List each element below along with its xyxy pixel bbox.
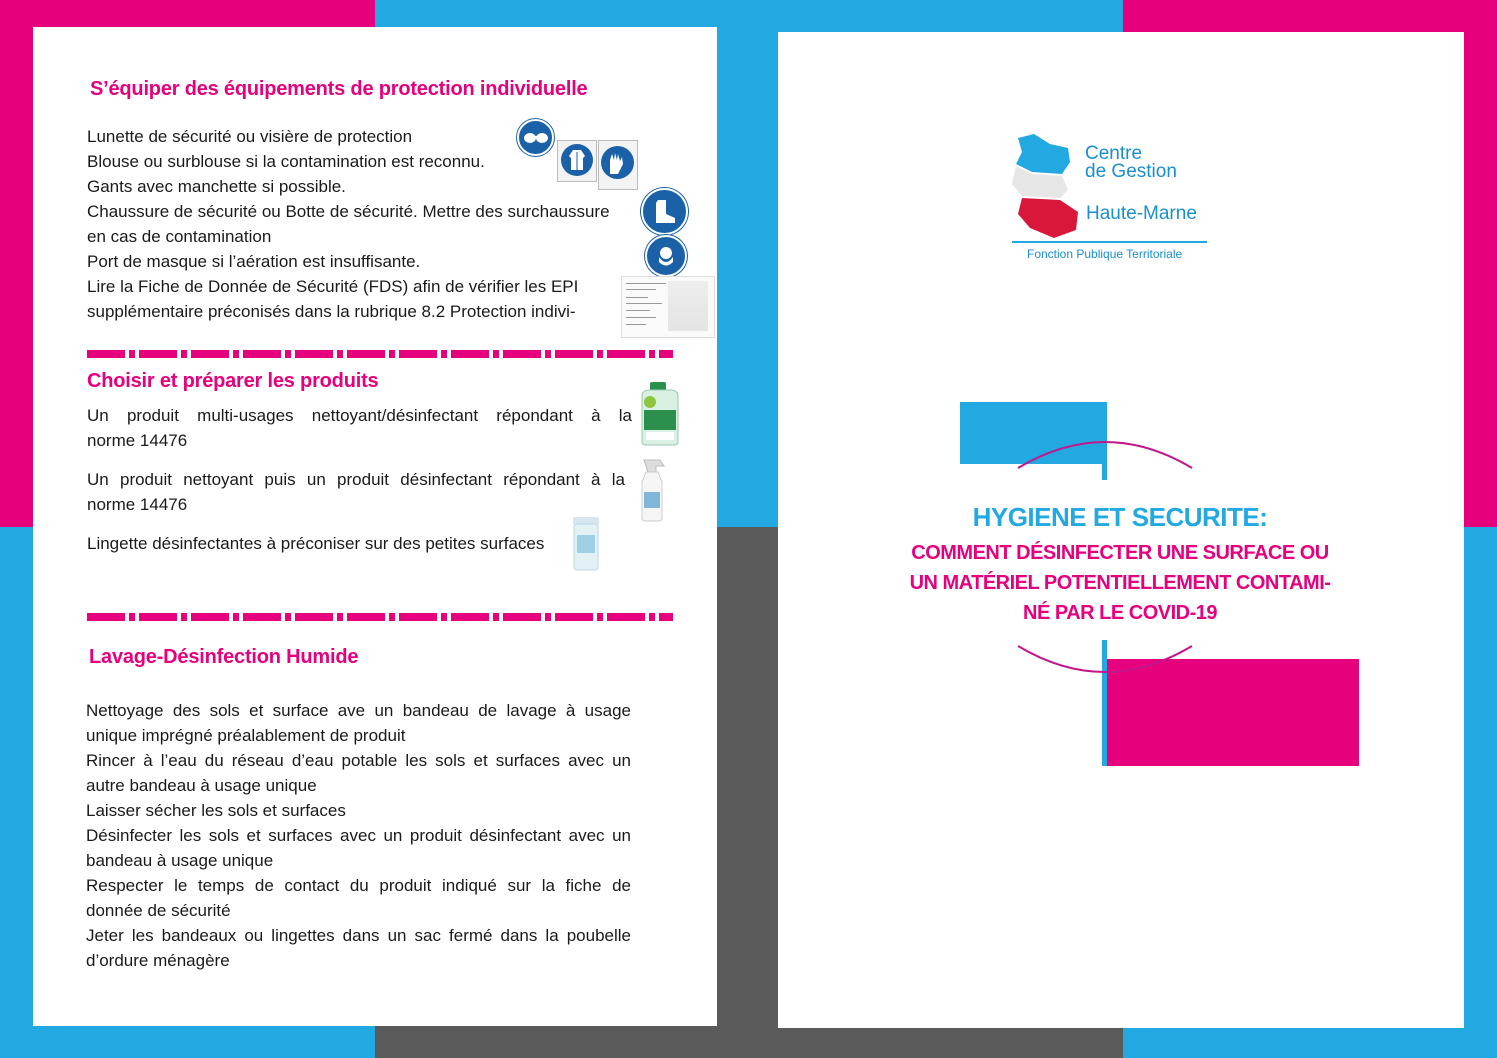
cleaning-line: Rincer à l’eau du réseau d’eau potable les sols et surfaces avec un xyxy=(86,751,631,770)
ppe-line: Port de masque si l’aération est insuffisante. xyxy=(87,252,421,271)
cleaning-line: Jeter les bandeaux ou lingettes dans un sac fermé dans la poubelle xyxy=(86,926,631,945)
subtitle-line: COMMENT DÉSINFECTER UNE SURFACE OU xyxy=(911,542,1329,564)
product-item-1-cont xyxy=(87,428,187,453)
product-item-2-cont xyxy=(87,492,187,517)
ppe-line: en cas de contamination xyxy=(87,227,272,246)
section-title-ppe: S’équiper des équipements de protection individuelle xyxy=(90,78,588,100)
section-title-wet-cleaning: Lavage-Désinfection Humide xyxy=(89,646,359,668)
safety-glasses-icon xyxy=(517,119,554,156)
subtitle-line: UN MATÉRIEL POTENTIELLEMENT CONTAMI- xyxy=(909,572,1331,594)
safety-boots-icon xyxy=(641,188,688,235)
logo-text-centre: Centre xyxy=(1085,143,1143,164)
ppe-line: Lunette de sécurité ou visière de protection xyxy=(87,127,413,146)
product-item-1 xyxy=(87,403,632,428)
product-line: Un produit multi-usages nettoyant/désinfectant répondant à la xyxy=(87,406,632,425)
section-title-products: Choisir et préparer les produits xyxy=(87,370,379,392)
ppe-line: supplémentaire préconisés dans la rubrique 8.2 Protection indivi- xyxy=(87,302,576,321)
logo-text-haute-marne: Haute-Marne xyxy=(1086,203,1197,224)
cleaning-line: Respecter le temps de contact du produit indiqué sur la fiche de xyxy=(86,876,631,895)
logo-tagline: Fonction Publique Territoriale xyxy=(1027,247,1183,261)
product-line: Lingette désinfectantes à préconiser sur des petites surfaces xyxy=(87,534,545,553)
ppe-line: Blouse ou surblouse si la contamination est reconnu. xyxy=(87,152,485,171)
cleaning-line: autre bandeau à usage unique xyxy=(86,776,317,795)
logo-text-de-gestion: de Gestion xyxy=(1085,161,1177,182)
ppe-list xyxy=(87,124,632,324)
logo-map-icon xyxy=(1010,134,1080,238)
section-divider xyxy=(87,350,673,358)
ppe-line: Chaussure de sécurité ou Botte de sécurité. Mettre des surchaussure xyxy=(87,202,610,221)
disinfectant-bottle-icon xyxy=(636,380,684,446)
wipes-tub-icon xyxy=(570,515,602,573)
safety-data-sheet-thumbnail xyxy=(621,276,715,338)
product-line: Un produit nettoyant puis un produit désinfectant répondant à la xyxy=(87,470,625,489)
subtitle-line: NÉ PAR LE COVID-19 xyxy=(1023,602,1217,624)
ppe-line: Lire la Fiche de Donnée de Sécurité (FDS) afin de vérifier les EPI xyxy=(87,277,579,296)
cleaning-line: unique imprégné préalablement de produit xyxy=(86,726,406,745)
mask-icon xyxy=(645,235,687,277)
lab-coat-icon xyxy=(557,140,597,182)
page-subtitle xyxy=(860,538,1380,628)
cleaning-line: d’ordure ménagère xyxy=(86,951,230,970)
product-line: norme 14476 xyxy=(87,431,188,450)
product-line: norme 14476 xyxy=(87,495,188,514)
cleaning-line: Désinfecter les sols et surfaces avec un produit désinfectant avec un xyxy=(86,826,631,845)
product-item-2 xyxy=(87,467,625,492)
spray-bottle-icon xyxy=(636,458,670,522)
logo-divider xyxy=(1012,241,1207,243)
section-divider xyxy=(87,613,673,621)
page-title: HYGIENE ET SECURITE: xyxy=(972,502,1268,532)
cleaning-line: donnée de sécurité xyxy=(86,901,231,920)
cleaning-line: Nettoyage des sols et surface ave un bandeau de lavage à usage xyxy=(86,701,631,720)
cleaning-line: Laisser sécher les sols et surfaces xyxy=(86,801,346,820)
wet-cleaning-list xyxy=(86,698,631,973)
product-item-3 xyxy=(87,531,544,556)
ppe-line: Gants avec manchette si possible. xyxy=(87,177,346,196)
gloves-icon xyxy=(598,140,638,190)
cleaning-line: bandeau à usage unique xyxy=(86,851,274,870)
